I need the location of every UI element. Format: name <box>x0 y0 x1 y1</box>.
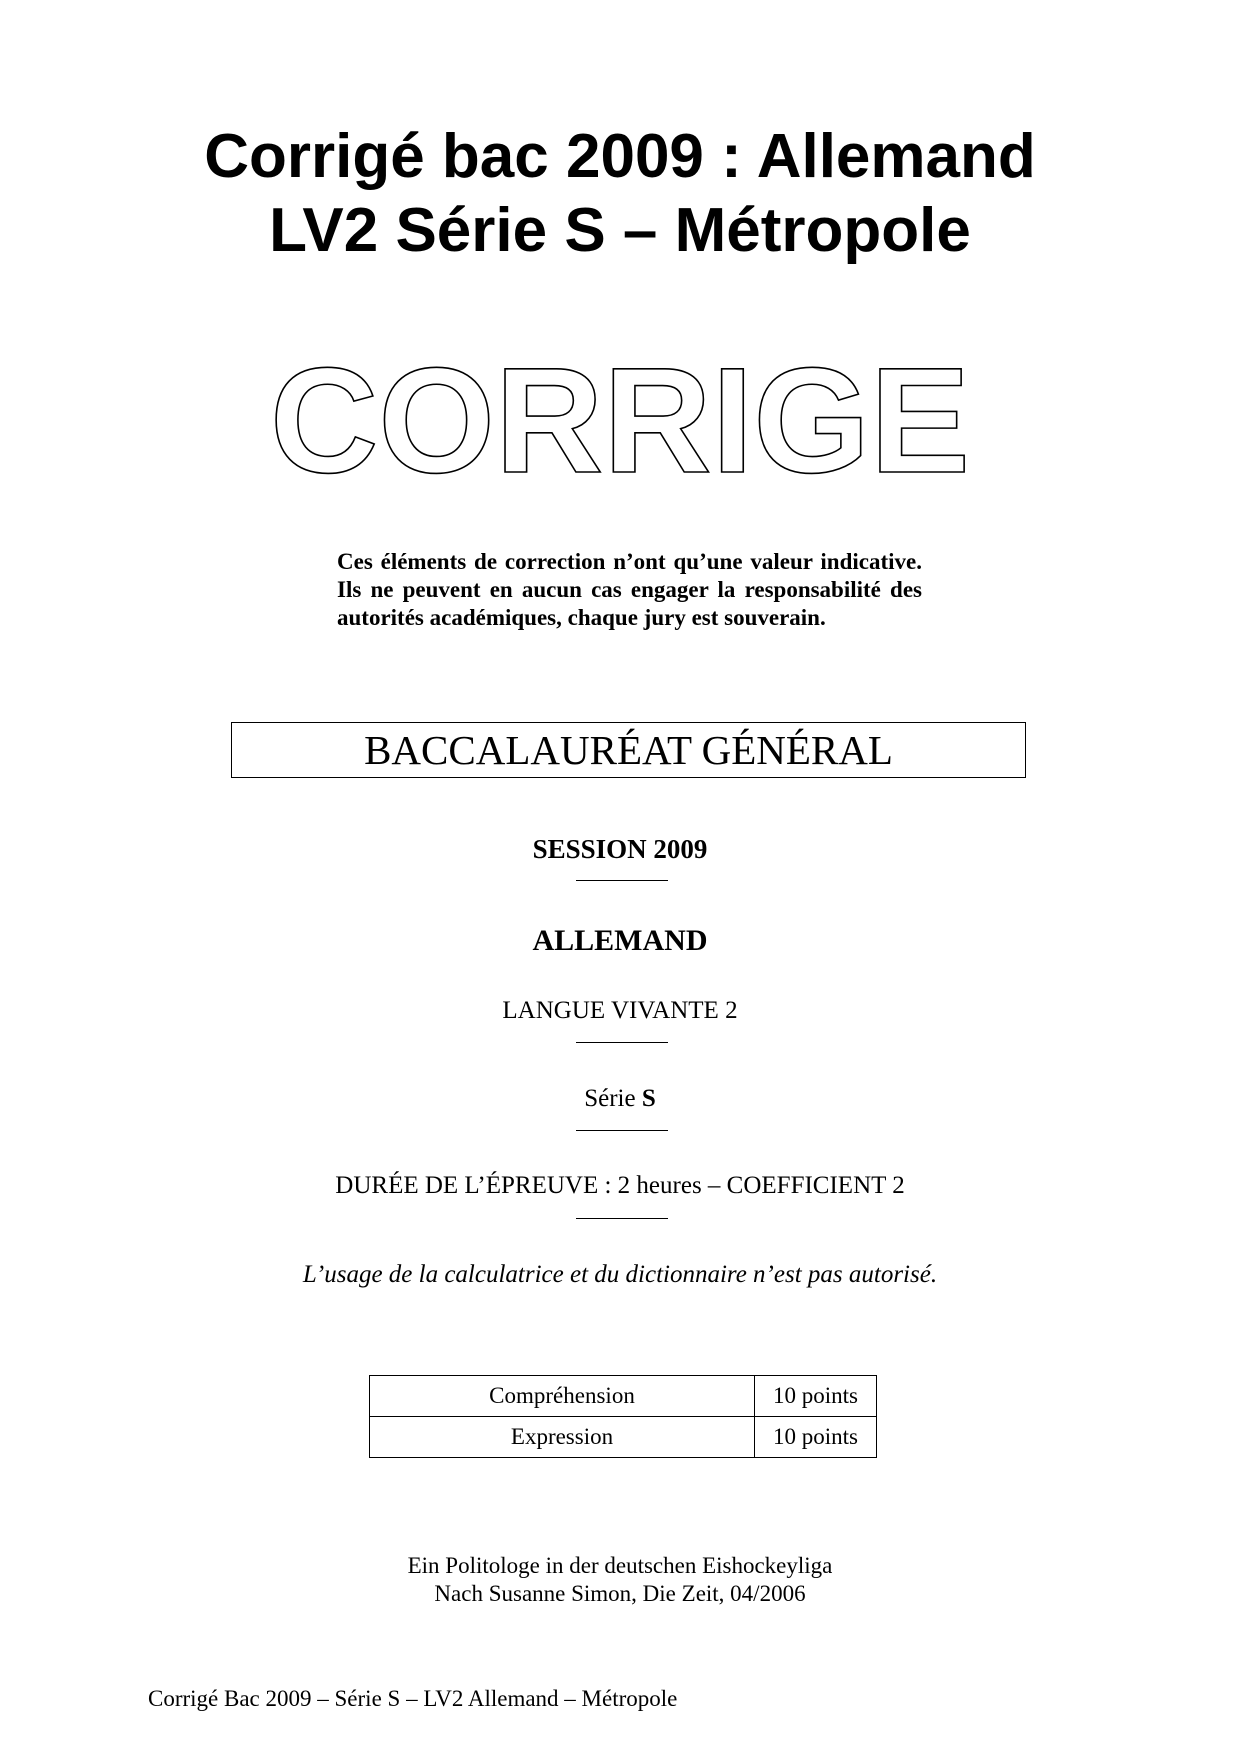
corrige-watermark <box>0 340 1240 500</box>
document-title <box>0 120 1240 268</box>
section-points: 10 points <box>755 1376 877 1417</box>
watermark-text: CORRIGE <box>270 340 970 500</box>
exam-duration: DURÉE DE L’ÉPREUVE : 2 heures – COEFFICIENT 2 <box>335 1172 905 1199</box>
subject-title: ALLEMAND <box>532 924 708 957</box>
table-row <box>370 1376 877 1417</box>
section-label: Expression <box>370 1417 755 1458</box>
section-points: 10 points <box>755 1417 877 1458</box>
title-line-2: LV2 Série S – Métropole <box>269 196 971 265</box>
source-citation: Nach Susanne Simon, Die Zeit, 04/2006 <box>434 1581 806 1606</box>
table-row <box>370 1417 877 1458</box>
serie-letter: S <box>641 1085 656 1112</box>
serie-prefix: Série <box>584 1085 636 1112</box>
source-title: Ein Politologe in der deutschen Eishockeyliga <box>407 1553 833 1578</box>
language-level: LANGUE VIVANTE 2 <box>502 997 738 1024</box>
calculator-notice: L’usage de la calculatrice et du dictionnaire n’est pas autorisé. <box>302 1261 938 1288</box>
separator-line <box>576 1130 668 1131</box>
page-footer: Corrigé Bac 2009 – Série S – LV2 Allemand – Métropole <box>148 1686 678 1711</box>
diploma-box <box>231 722 1026 778</box>
separator-line <box>576 880 668 881</box>
separator-line <box>576 1042 668 1043</box>
diploma-title: BACCALAURÉAT GÉNÉRAL <box>364 727 893 773</box>
title-line-1: Corrigé bac 2009 : Allemand <box>204 122 1036 191</box>
session-label: SESSION 2009 <box>532 834 708 864</box>
disclaimer-text: Ces éléments de correction n’ont qu’une valeur indicative. Ils ne peuvent en aucun cas engager la responsabilité des autorités académiques, chaque jury est souverain. <box>337 549 922 630</box>
text-source <box>0 1552 1240 1608</box>
section-label: Compréhension <box>370 1376 755 1417</box>
scoring-table <box>369 1375 877 1458</box>
separator-line <box>576 1218 668 1219</box>
serie-label <box>0 1085 1240 1113</box>
